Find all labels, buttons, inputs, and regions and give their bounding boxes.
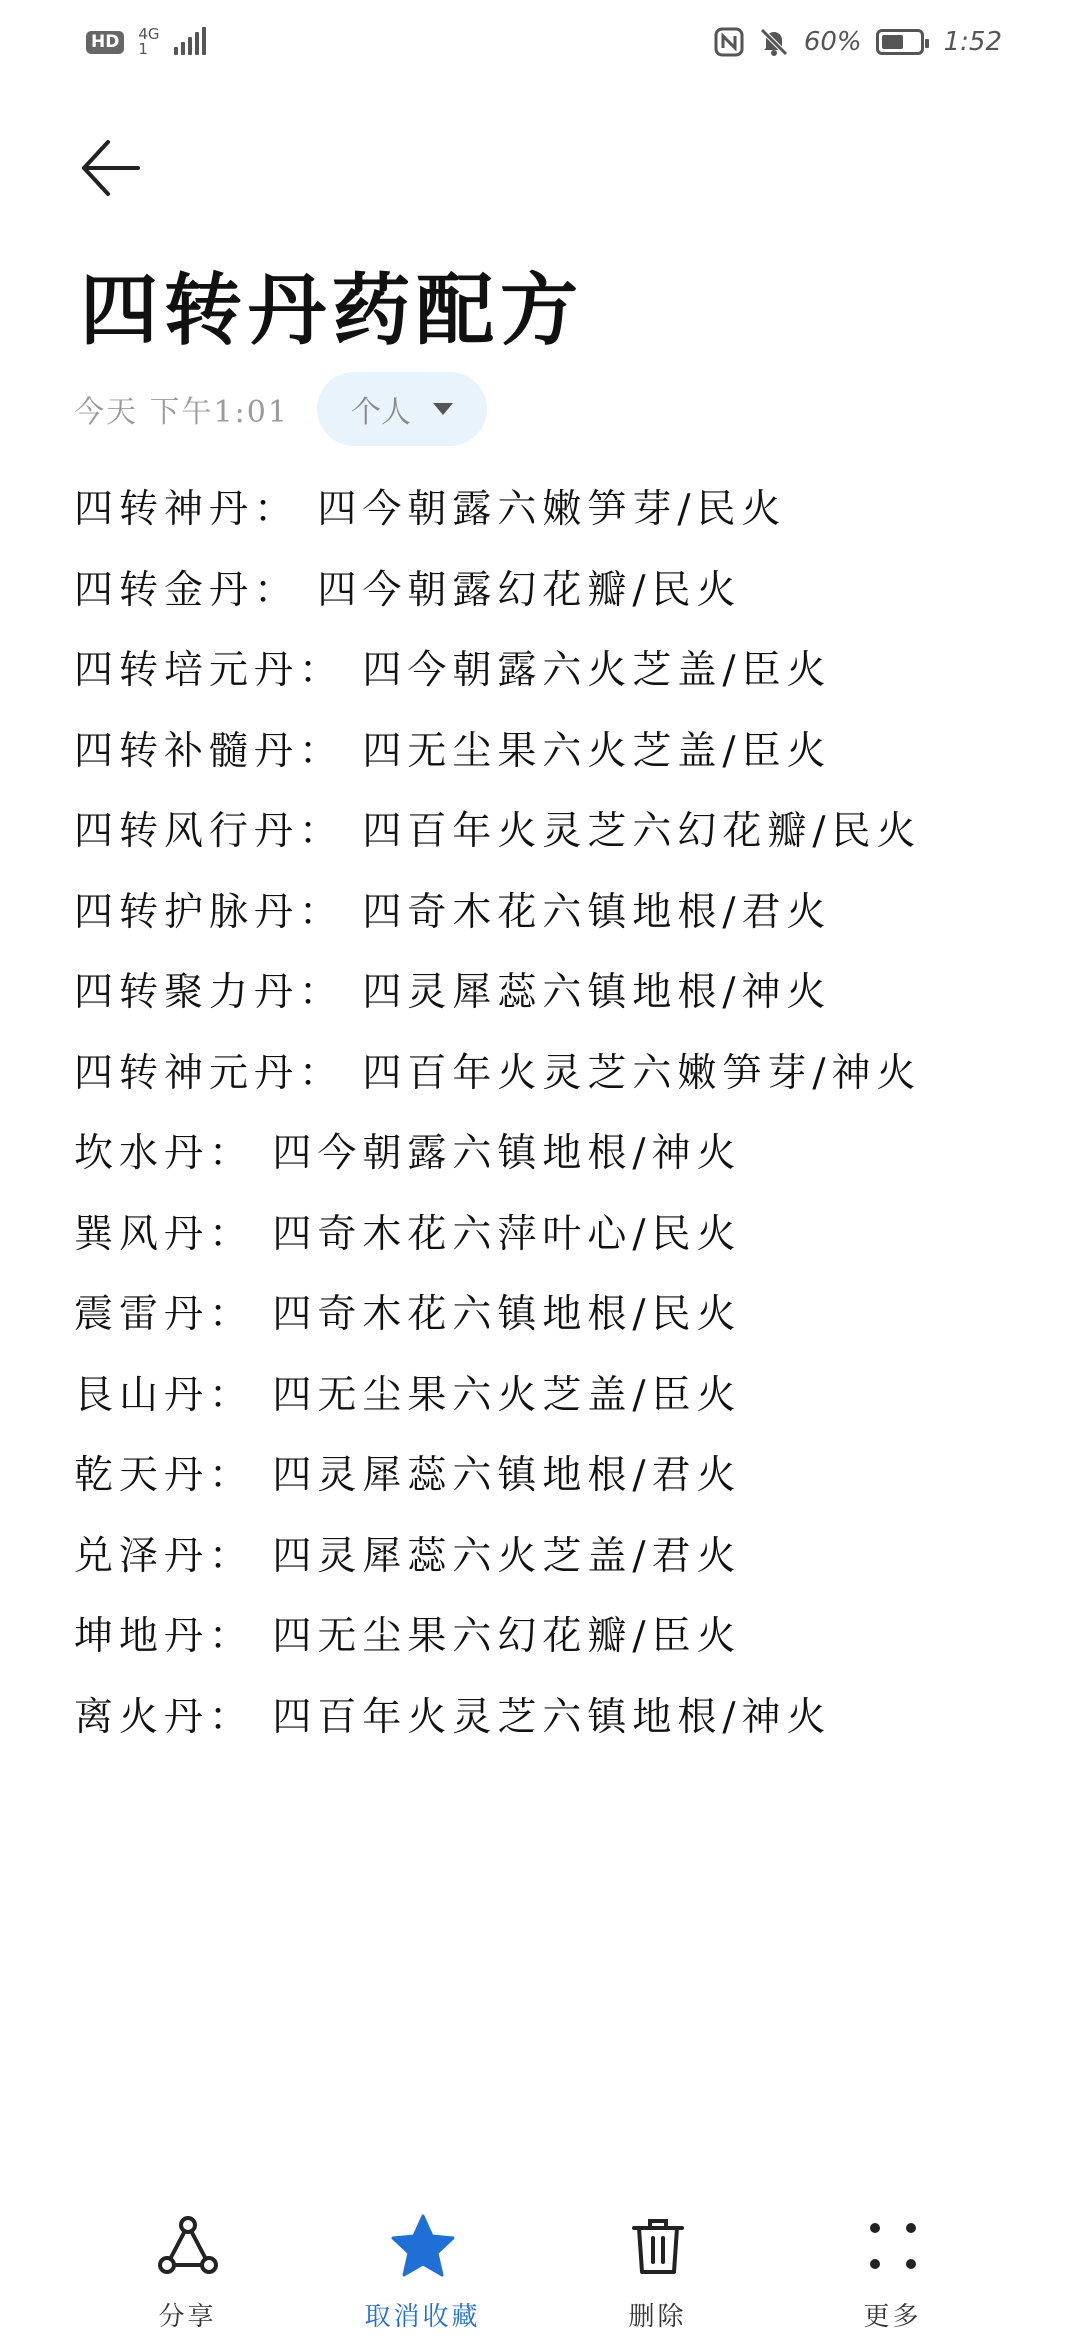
recipe-line: 坤地丹： 四无尘果六幻花瓣/臣火 [74, 1614, 742, 1659]
recipe-line: 四转培元丹： 四今朝露六火芝盖/臣火 [74, 648, 832, 693]
recipe-line: 离火丹： 四百年火灵芝六镇地根/神火 [74, 1694, 832, 1740]
recipe-line: 乾天丹： 四灵犀蕊六镇地根/君火 [74, 1453, 742, 1498]
recipe-line: 艮山丹： 四无尘果六火芝盖/臣火 [74, 1372, 742, 1418]
more-button[interactable] [803, 2180, 983, 2340]
clock: 1:52 [943, 27, 1002, 57]
share-button[interactable] [98, 2180, 278, 2340]
recipe-line: 四转金丹： 四今朝露幻花瓣/民火 [74, 567, 742, 613]
status-left [86, 27, 206, 57]
delete-label: 删除 [628, 2302, 687, 2332]
caret-down-icon [433, 403, 453, 415]
battery-icon [876, 29, 924, 55]
status-right [714, 26, 1002, 58]
share-label: 分享 [158, 2302, 217, 2332]
signal-icon [174, 29, 206, 55]
more-dots-icon [857, 2210, 929, 2282]
note-body[interactable] [74, 470, 1034, 1758]
recipe-line: 四转神丹： 四今朝露六嫩笋芽/民火 [74, 487, 787, 532]
note-date: 今天 下午1:01 [74, 395, 289, 430]
trash-icon [622, 2210, 694, 2282]
network-type [138, 27, 159, 57]
delete-button[interactable] [568, 2180, 748, 2340]
recipe-line: 四转聚力丹： 四灵犀蕊六镇地根/神火 [74, 970, 832, 1015]
share-icon [152, 2210, 224, 2282]
category-dropdown[interactable] [317, 372, 487, 446]
network-sim-label: 1 [138, 40, 148, 58]
note-title[interactable]: 四转丹药配方 [80, 265, 585, 356]
nfc-icon [714, 27, 744, 57]
battery-percent: 60% [803, 27, 862, 57]
recipe-line: 巽风丹： 四奇木花六萍叶心/民火 [74, 1211, 742, 1257]
recipe-line: 震雷丹： 四奇木花六镇地根/民火 [74, 1292, 742, 1337]
category-label: 个人 [350, 395, 411, 430]
bottom-toolbar [0, 2180, 1080, 2340]
recipe-line: 四转风行丹： 四百年火灵芝六幻花瓣/民火 [74, 809, 922, 854]
note-meta [74, 372, 487, 446]
recipe-line: 四转补髓丹： 四无尘果六火芝盖/臣火 [74, 728, 832, 774]
recipe-line: 坎水丹： 四今朝露六镇地根/神火 [74, 1131, 742, 1176]
recipe-line: 兑泽丹： 四灵犀蕊六火芝盖/君火 [74, 1533, 742, 1579]
back-button[interactable] [70, 128, 150, 208]
bell-muted-icon [758, 26, 790, 58]
back-arrow-icon [78, 136, 142, 200]
unfavorite-button[interactable] [333, 2180, 513, 2340]
more-label: 更多 [863, 2302, 922, 2332]
hd-icon: HD [86, 31, 124, 54]
recipe-line: 四转神元丹： 四百年火灵芝六嫩笋芽/神火 [74, 1050, 922, 1096]
star-filled-icon [387, 2210, 459, 2282]
status-bar [0, 0, 1080, 84]
unfavorite-label: 取消收藏 [364, 2302, 481, 2332]
recipe-line: 四转护脉丹： 四奇木花六镇地根/君火 [74, 889, 832, 935]
network-type-label: 4G [138, 25, 160, 43]
